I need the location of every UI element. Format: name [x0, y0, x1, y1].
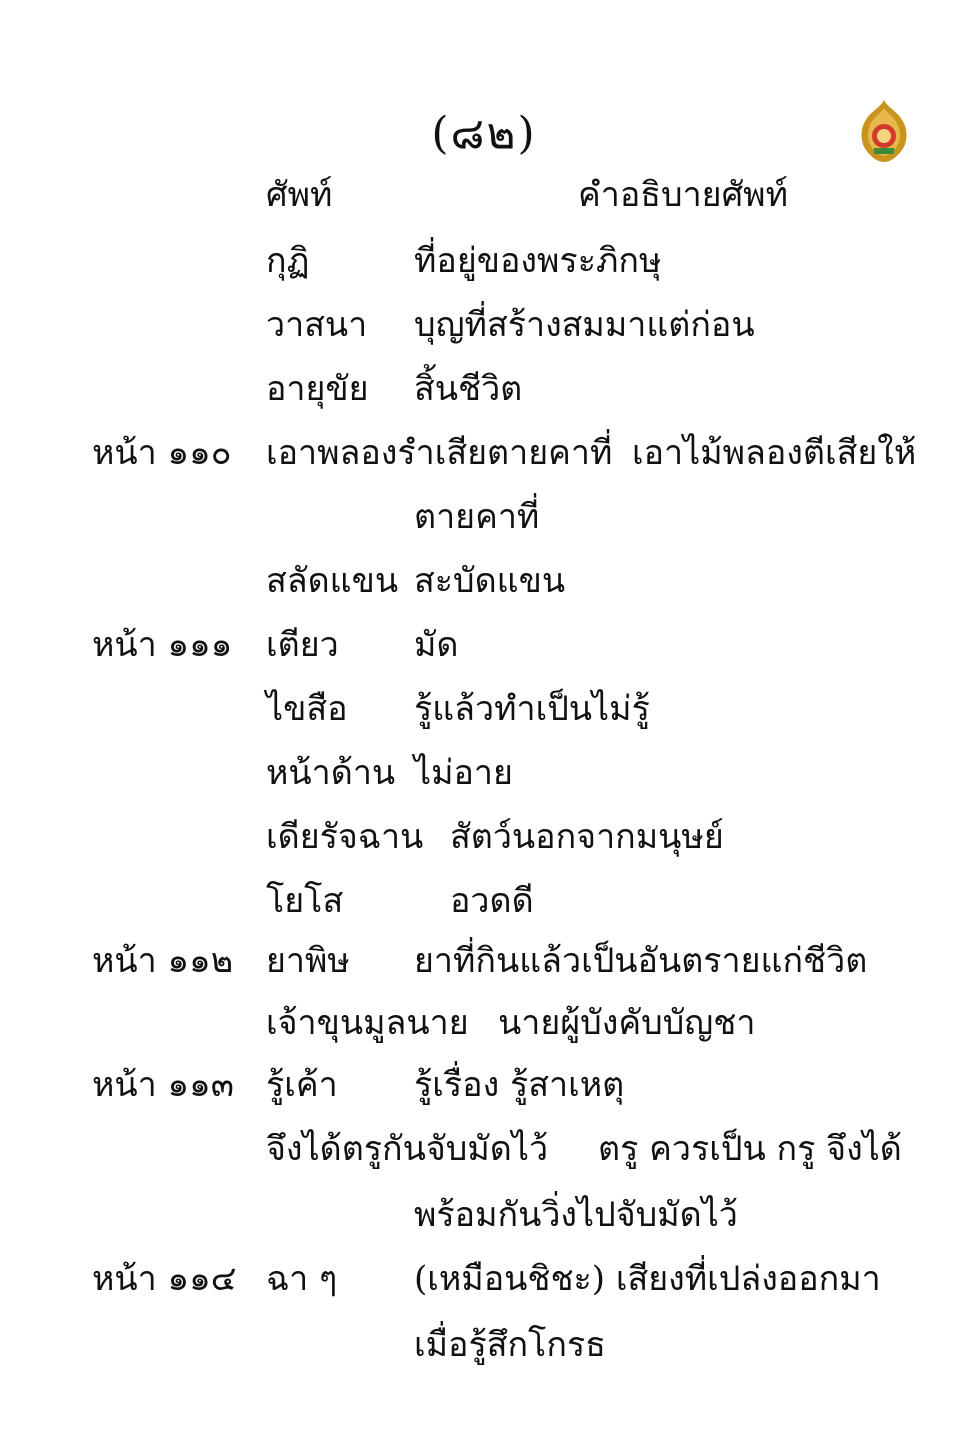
- column-header-definition: คำอธิบายศัพท์: [578, 175, 789, 215]
- entry-definition: ตรู ควรเป็น กรู จึงได้: [598, 1129, 902, 1169]
- entry-definition: ยาที่กินแล้วเป็นอันตรายแก่ชีวิต: [414, 941, 868, 981]
- entry-page-ref: หน้า ๑๑๑: [92, 625, 233, 665]
- column-header-word: ศัพท์: [266, 175, 333, 215]
- entry-term: หน้าด้าน: [266, 753, 396, 793]
- entry-definition: นายผู้บังคับบัญชา: [498, 1003, 756, 1043]
- entry-definition: มัด: [414, 625, 459, 665]
- entry-term: รู้เค้า: [266, 1065, 338, 1105]
- entry-definition-continued: ตายคาที่: [414, 497, 540, 537]
- entry-definition: บุญที่สร้างสมมาแต่ก่อน: [414, 305, 755, 345]
- entry-definition: สะบัดแขน: [414, 561, 566, 601]
- entry-definition: เอาไม้พลองตีเสียให้: [632, 433, 917, 473]
- entry-definition: อวดดี: [450, 881, 534, 921]
- entry-definition: รู้แล้วทำเป็นไม่รู้: [414, 689, 650, 729]
- entry-term: อายุขัย: [266, 369, 369, 409]
- thai-school-emblem-icon: [858, 98, 910, 164]
- entry-definition: สิ้นชีวิต: [414, 369, 523, 409]
- entry-definition: ไม่อาย: [414, 753, 513, 793]
- entry-term: ยาพิษ: [266, 941, 350, 981]
- entry-definition-continued: พร้อมกันวิ่งไปจับมัดไว้: [414, 1195, 738, 1235]
- entry-term: ไขสือ: [266, 689, 348, 729]
- entry-term: กุฏิ: [266, 241, 310, 281]
- entry-definition: รู้เรื่อง รู้สาเหตุ: [414, 1065, 625, 1105]
- entry-term: โยโส: [266, 881, 344, 921]
- entry-term: วาสนา: [266, 305, 368, 345]
- entry-page-ref: หน้า ๑๑๐: [92, 433, 232, 473]
- entry-page-ref: หน้า ๑๑๓: [92, 1065, 234, 1105]
- entry-definition: สัตว์นอกจากมนุษย์: [450, 817, 724, 857]
- entry-term: จึงได้ตรูกันจับมัดไว้: [266, 1129, 549, 1169]
- entry-page-ref: หน้า ๑๑๒: [92, 941, 234, 981]
- entry-page-ref: หน้า ๑๑๔: [92, 1259, 237, 1299]
- entry-term: เดียรัจฉาน: [266, 817, 424, 857]
- entry-term: ฉา ๆ: [266, 1259, 338, 1299]
- entry-definition: (เหมือนชิชะ) เสียงที่เปล่งออกมา: [414, 1259, 881, 1299]
- page-number: (๘๒): [431, 108, 537, 159]
- entry-term: เตียว: [266, 625, 339, 665]
- entry-definition: ที่อยู่ของพระภิกษุ: [414, 241, 662, 281]
- entry-definition-continued: เมื่อรู้สึกโกรธ: [414, 1325, 606, 1365]
- entry-term: เอาพลองรำเสียตายคาที่: [266, 433, 613, 473]
- entry-term: เจ้าขุนมูลนาย: [266, 1003, 469, 1043]
- entry-term: สลัดแขน: [266, 561, 399, 601]
